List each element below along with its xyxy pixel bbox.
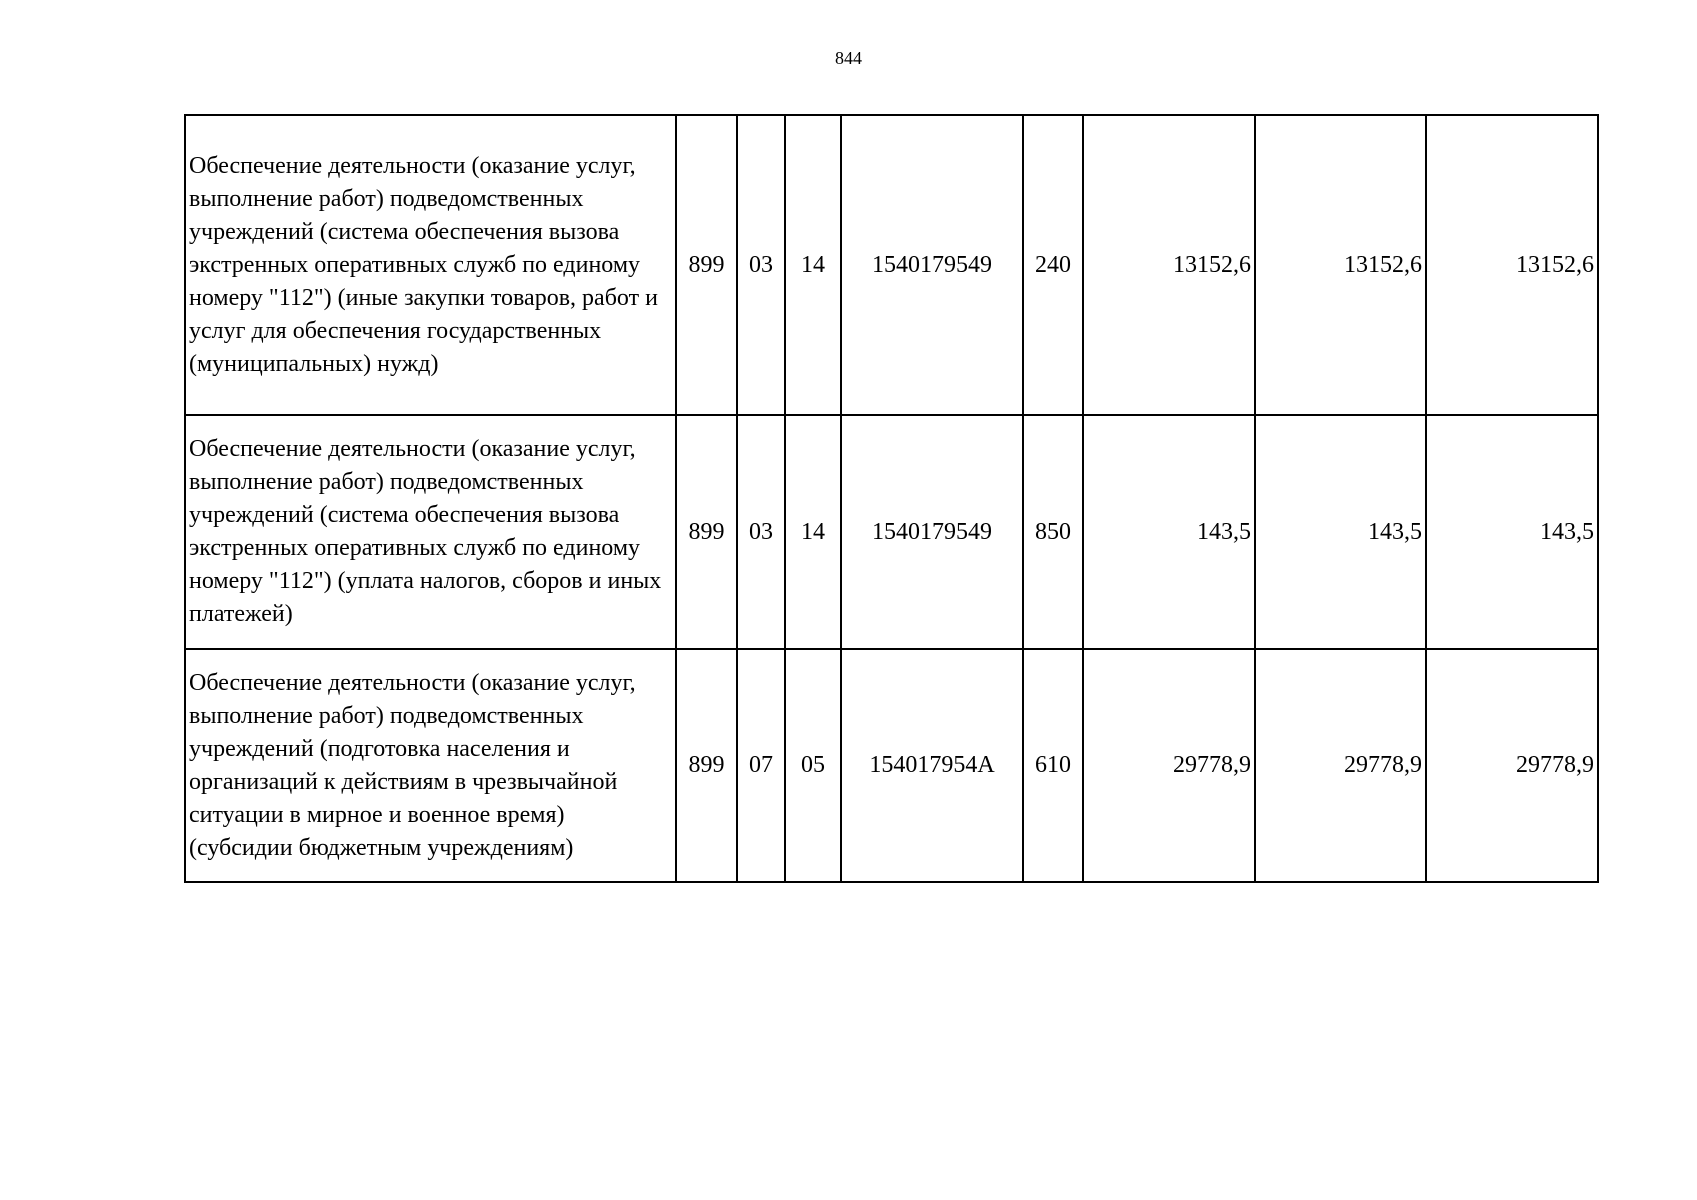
- amount-2: 13152,6: [1255, 115, 1426, 415]
- target-article-code: 1540179549: [841, 115, 1023, 415]
- table-row: [185, 115, 1598, 415]
- amount-3: 143,5: [1426, 415, 1598, 649]
- subsection-code: 14: [785, 415, 841, 649]
- section-code: 03: [737, 415, 785, 649]
- ministry-code: 899: [676, 649, 737, 882]
- target-article-code: 154017954А: [841, 649, 1023, 882]
- row-description: Обеспечение деятельности (оказание услуг, выполнение работ) подведомственных учреждений (система обеспечения вызова экстренных оперативных служб по единому номеру "112") (уплата налогов, сборов и иных платежей): [185, 415, 676, 649]
- expense-type-code: 610: [1023, 649, 1083, 882]
- row-description: Обеспечение деятельности (оказание услуг, выполнение работ) подведомственных учреждений (подготовка населения и организаций к действиям в чрезвычайной ситуации в мирное и военное время) (субсидии бюджетным учреждениям): [185, 649, 676, 882]
- expense-type-code: 850: [1023, 415, 1083, 649]
- amount-3: 29778,9: [1426, 649, 1598, 882]
- section-code: 03: [737, 115, 785, 415]
- amount-1: 29778,9: [1083, 649, 1255, 882]
- table-row: [185, 415, 1598, 649]
- amount-1: 13152,6: [1083, 115, 1255, 415]
- subsection-code: 14: [785, 115, 841, 415]
- expense-type-code: 240: [1023, 115, 1083, 415]
- amount-2: 29778,9: [1255, 649, 1426, 882]
- table-row: [185, 649, 1598, 882]
- section-code: 07: [737, 649, 785, 882]
- ministry-code: 899: [676, 115, 737, 415]
- target-article-code: 1540179549: [841, 415, 1023, 649]
- subsection-code: 05: [785, 649, 841, 882]
- amount-2: 143,5: [1255, 415, 1426, 649]
- amount-3: 13152,6: [1426, 115, 1598, 415]
- budget-table: [184, 114, 1599, 883]
- ministry-code: 899: [676, 415, 737, 649]
- row-description: Обеспечение деятельности (оказание услуг, выполнение работ) подведомственных учреждений (система обеспечения вызова экстренных оперативных служб по единому номеру "112") (иные закупки товаров, работ и услуг для обеспечения государственных (муниципальных) нужд): [185, 115, 676, 415]
- page-number: 844: [835, 48, 862, 68]
- amount-1: 143,5: [1083, 415, 1255, 649]
